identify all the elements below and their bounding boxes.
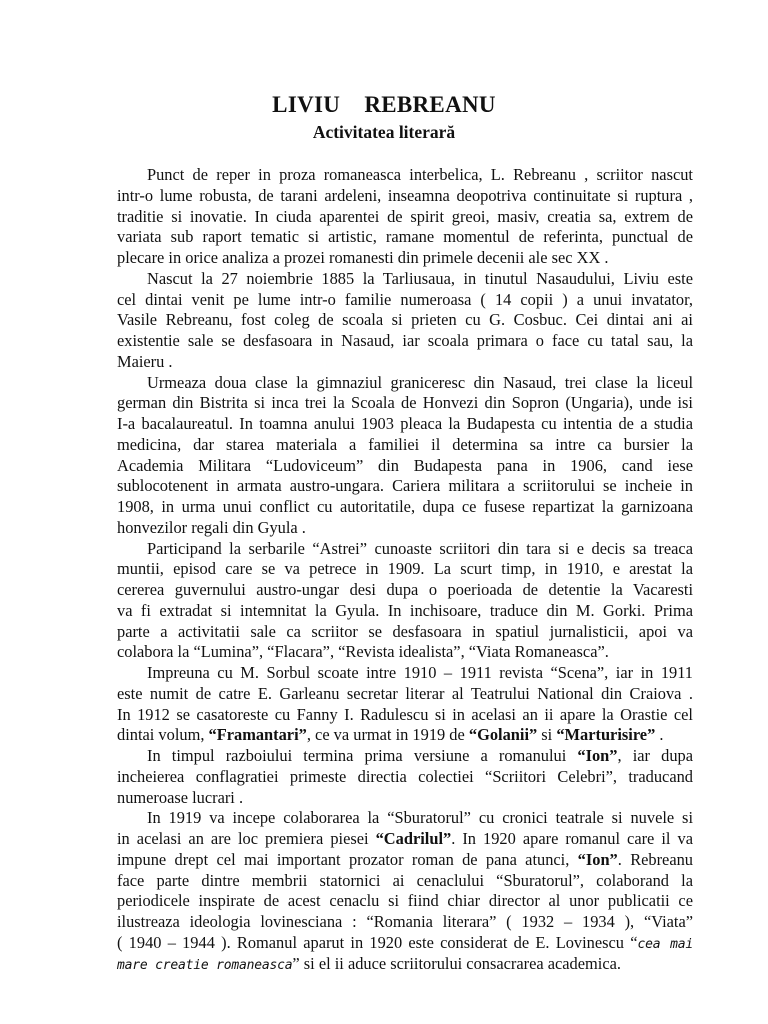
text-run: cererea guvernului austro-ungar desi dupa o poerioada de detentie la Vacaresti <box>117 580 693 599</box>
text-run: numeroase lucrari . <box>117 787 244 807</box>
text-line <box>117 580 693 601</box>
text-line <box>117 352 693 373</box>
text-line <box>117 393 693 414</box>
text-run: In 1912 se casatoreste cu Fanny I. Radulescu si in acelasi an ii apare la Orastie cel <box>117 704 693 724</box>
text-run: german din Bistrita si inca trei la Scoala de Honvezi din Sopron (Ungaria), unde isi <box>117 393 693 413</box>
bold-title: “Golanii” <box>468 725 538 745</box>
text-line <box>117 808 693 829</box>
text-line <box>117 559 693 580</box>
text-run: Vasile Rebreanu, fost coleg de scoala si prieten cu G. Cosbuc. Cei dintai ani ai <box>117 310 693 330</box>
text-line <box>117 414 693 435</box>
text-line <box>117 767 693 788</box>
text-run: in acelasi an are loc premiera piesei <box>117 829 376 848</box>
text-run: incheierea conflagratiei primeste directia colectiei “Scriitori Celebri”, traducand <box>117 766 693 786</box>
text-run: In 1919 va incepe colaborarea la “Sburatorul” cu cronici teatrale si nuvele si <box>147 808 693 828</box>
text-line <box>117 725 693 746</box>
text-line <box>117 871 693 892</box>
text-run: ” si el ii aduce scriitorului consacrarea academica. <box>292 953 621 973</box>
text-line <box>117 227 693 248</box>
text-run: plecare in orice analiza a prozei romanesti din primele decenii ale sec XX . <box>117 248 609 267</box>
text-line <box>117 269 693 290</box>
text-run: honvezilor regali din Gyula . <box>117 517 306 537</box>
text-line <box>117 518 693 539</box>
text-line <box>117 933 693 954</box>
text-line <box>117 248 693 269</box>
text-run: muntii, episod care se va petrece in 1909. La scurt timp, in 1910, e arestat la <box>117 559 693 579</box>
text-line <box>117 290 693 311</box>
text-run: . Rebreanu <box>617 849 694 869</box>
text-run: colabora la “Lumina”, “Flacara”, “Revista idealista”, “Viata Romaneasca”. <box>117 642 609 662</box>
text-line <box>117 207 693 228</box>
text-run: Punct de reper in proza romaneasca interbelica, L. Rebreanu , scriitor nascut <box>147 165 693 184</box>
text-line <box>117 497 693 518</box>
bold-title: “Marturisire” <box>556 725 656 745</box>
text-line <box>117 746 693 767</box>
text-run: Maieru . <box>117 351 173 371</box>
text-run: este numit de catre E. Garleanu secretar literar al Teatrului National din Craiova . <box>117 683 693 703</box>
text-run: , iar dupa <box>617 746 693 765</box>
text-line <box>117 165 693 186</box>
text-line <box>117 705 693 726</box>
text-run: intr-o lume robusta, de tarani ardeleni, inseamna deopotriva continuitate si ruptura , <box>117 185 693 205</box>
text-line <box>117 850 693 871</box>
bold-title: “Ion” <box>577 746 618 765</box>
text-run: sublocotenent in armata austro-ungara. Cariera militara a scriitorului se incheie in <box>117 476 693 496</box>
text-run: 1908, in urma unui conflict cu autoritatile, dupa ce fusese repartizat la garnizoana <box>117 497 693 516</box>
bold-title: “Cadrilul” <box>375 829 452 848</box>
body-text <box>117 165 693 974</box>
text-run: Participand la serbarile “Astrei” cunoaste scriitori din tara si e decis sa treaca <box>147 538 693 558</box>
italic-quote: mare creatie romaneasca <box>117 957 293 973</box>
text-run: . <box>655 725 664 745</box>
text-run: cel dintai venit pe lume intr-o familie numeroasa ( 14 copii ) a unui invatator, <box>117 289 693 309</box>
text-line <box>117 310 693 331</box>
text-run: ilustreaza ideologia lovinesciana : “Romania literara” ( 1932 – 1934 ), “Viata” <box>117 912 693 931</box>
text-run: In timpul razboiului termina prima versiune a romanului <box>147 746 578 765</box>
text-line <box>117 456 693 477</box>
text-run: Urmeaza doua clase la gimnaziul graniceresc din Nasaud, trei clase la liceul <box>147 372 693 392</box>
text-run: traditie si inovatie. In ciuda aparentei de spirit greoi, masiv, creatia sa, extrem de <box>117 206 693 226</box>
text-run: , ce va urmat in 1919 de <box>306 725 469 745</box>
text-line <box>117 954 693 975</box>
text-line <box>117 788 693 809</box>
text-run: va fi extradat si intemnitat la Gyula. In inchisoare, traduce din M. Gorki. Prima <box>117 600 693 620</box>
text-line <box>117 373 693 394</box>
text-line <box>117 186 693 207</box>
text-run: ( 1940 – 1944 ). Romanul aparut in 1920 este considerat de E. Lovinescu “ <box>117 932 638 952</box>
bold-title: “Ion” <box>577 849 618 869</box>
text-line <box>117 601 693 622</box>
text-run: dintai volum, <box>117 725 209 745</box>
document-subtitle: Activitatea literară <box>312 122 456 142</box>
text-line <box>117 891 693 912</box>
text-run: si <box>537 725 557 745</box>
text-run: impune drept cel mai important prozator roman de pana atunci, <box>117 849 578 869</box>
text-run: face parte dintre membrii statornici ai cenaclului “Sburatorul”, colaborand la <box>117 870 693 890</box>
text-run: . In 1920 apare romanul care il va <box>451 829 693 848</box>
document-title: LIVIU REBREANU <box>272 92 496 117</box>
text-line <box>117 476 693 497</box>
italic-quote: cea mai <box>637 936 693 952</box>
text-run: periodicele inspirate de acest cenaclu si fiind chiar director al unor publicatii ce <box>117 891 693 911</box>
text-run: variata sub raport tematic si artistic, ramane momentul de referinta, punctual de <box>117 227 693 247</box>
text-line <box>117 829 693 850</box>
text-run: Impreuna cu M. Sorbul scoate intre 1910 – 1911 revista “Scena”, iar in 1911 <box>147 663 693 682</box>
text-line <box>117 912 693 933</box>
text-run: Nascut la 27 noiembrie 1885 la Tarliusaua, in tinutul Nasaudului, Liviu este <box>147 268 693 288</box>
text-line <box>117 684 693 705</box>
text-run: existentie sale se desfasoara in Nasaud, iar scoala primara o face cu tatal sau, la <box>117 331 693 350</box>
text-run: Academia Militara “Ludoviceum” din Budapesta pana in 1906, cand iese <box>117 455 693 475</box>
text-line <box>117 331 693 352</box>
text-run: I-a bacalaureatul. In toamna anului 1903 pleaca la Budapesta cu intentia de a studia <box>117 414 693 433</box>
bold-title: “Framantari” <box>208 725 307 745</box>
text-run: medicina, dar starea materiala a familiei il determina sa intre ca bursier la <box>117 434 693 454</box>
text-line <box>117 642 693 663</box>
text-line <box>117 435 693 456</box>
text-run: parte a activitatii sale ca scriitor se desfasoara in spatiul jurnalisticii, apoi va <box>117 621 693 641</box>
text-line <box>117 663 693 684</box>
text-line <box>117 622 693 643</box>
text-line <box>117 539 693 560</box>
